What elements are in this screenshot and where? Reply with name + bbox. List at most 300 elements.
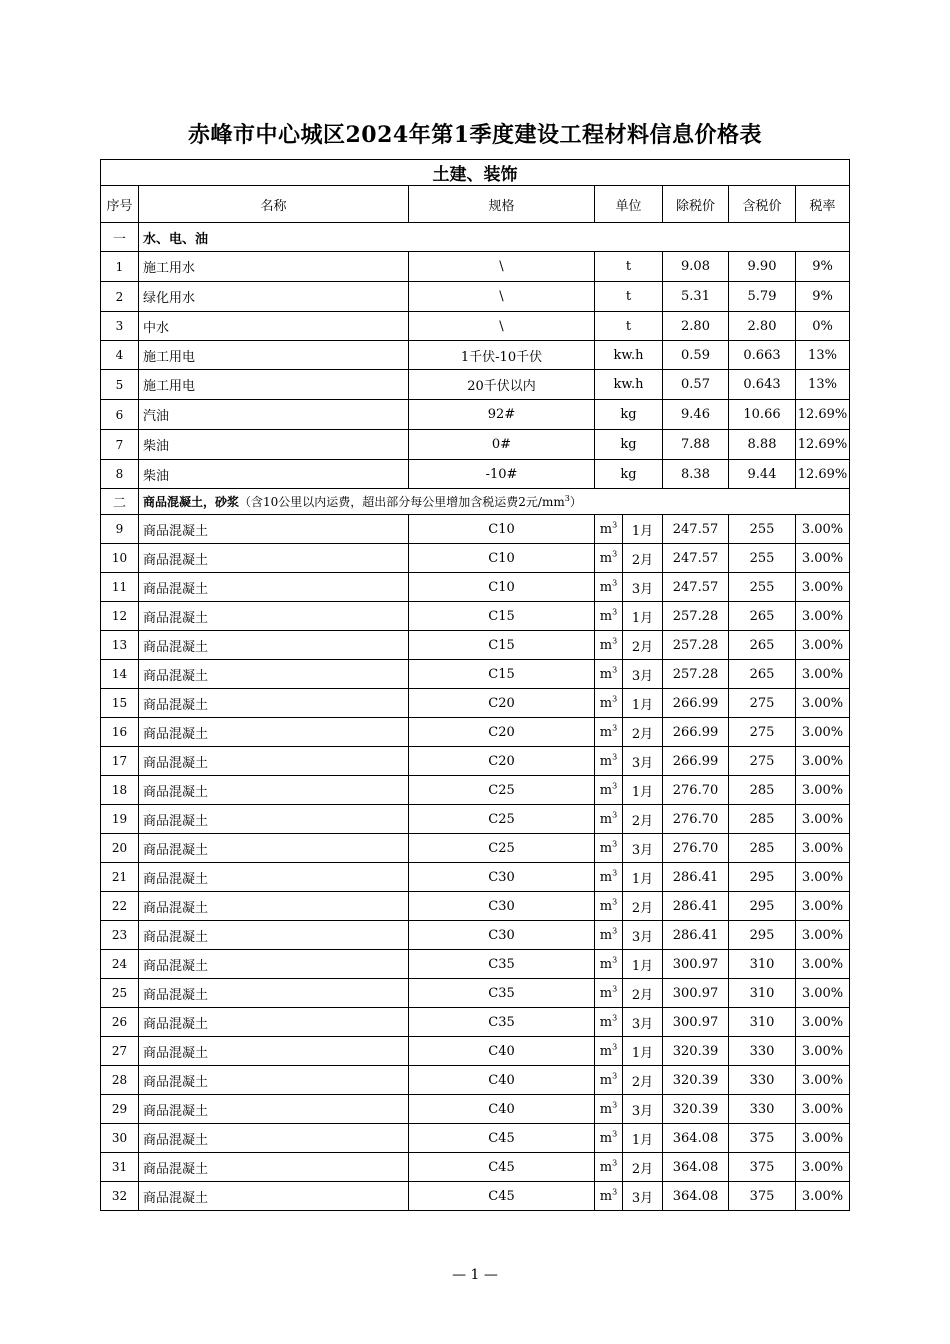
unit-cell [595,1124,623,1153]
unit-cell: kg [595,460,663,489]
table-row [101,341,850,370]
row-number: 21 [101,863,139,892]
ex-tax-price: 286.41 [663,863,729,892]
unit-base: m [599,1159,613,1175]
unit-exponent: 3 [612,1158,618,1168]
ex-tax-price: 276.70 [663,834,729,863]
tax-rate: 0% [796,312,850,341]
material-name: 柴油 [139,460,409,489]
unit-cell [595,1095,623,1124]
material-spec: \ [409,252,595,282]
unit-exponent: 3 [612,665,618,675]
ex-tax-price: 9.08 [663,252,729,282]
section-number: 一 [101,223,139,252]
material-name: 商品混凝土 [139,515,409,544]
inc-tax-price: 295 [729,863,796,892]
row-number: 13 [101,631,139,660]
material-spec: C15 [409,631,595,660]
unit-cell [595,1153,623,1182]
unit-cell: kw.h [595,341,663,370]
material-spec: C40 [409,1037,595,1066]
unit-base: m [599,956,613,972]
header-ex-tax: 除税价 [663,186,729,223]
material-spec: C30 [409,892,595,921]
unit-base: m [599,579,613,595]
inc-tax-price: 285 [729,776,796,805]
ex-tax-price: 266.99 [663,747,729,776]
unit-base: m [599,869,613,885]
row-number: 27 [101,1037,139,1066]
ex-tax-price: 300.97 [663,979,729,1008]
unit-cell [595,834,623,863]
tax-rate: 9% [796,252,850,282]
ex-tax-price: 257.28 [663,631,729,660]
unit-exponent: 3 [612,781,618,791]
material-spec: C40 [409,1095,595,1124]
row-number: 8 [101,460,139,489]
tax-rate: 3.00% [796,602,850,631]
ex-tax-price: 300.97 [663,1008,729,1037]
material-name: 施工用电 [139,370,409,400]
ex-tax-price: 286.41 [663,921,729,950]
month-cell: 1月 [623,602,663,631]
inc-tax-price: 8.88 [729,430,796,460]
table-row [101,400,850,430]
tax-rate: 3.00% [796,1153,850,1182]
ex-tax-price: 286.41 [663,892,729,921]
section-title: 水、电、油 [143,231,209,247]
unit-cell [595,631,623,660]
table-row [101,660,850,689]
material-spec: C10 [409,573,595,602]
header-spec: 规格 [409,186,595,223]
category-banner-row [101,160,850,186]
row-number: 11 [101,573,139,602]
table-row [101,544,850,573]
ex-tax-price: 266.99 [663,718,729,747]
material-spec: C25 [409,805,595,834]
material-name: 商品混凝土 [139,892,409,921]
section-note-end: ） [569,495,582,509]
row-number: 29 [101,1095,139,1124]
unit-base: m [599,550,613,566]
unit-base: m [599,1101,613,1117]
month-cell: 2月 [623,979,663,1008]
month-cell: 3月 [623,1008,663,1037]
table-row [101,776,850,805]
unit-exponent: 3 [612,984,618,994]
section-note: （含10公里以内运费，超出部分每公里增加含税运费2元/m [239,495,554,509]
material-spec: C10 [409,515,595,544]
material-spec: C45 [409,1124,595,1153]
row-number: 15 [101,689,139,718]
unit-cell [595,544,623,573]
section-water-electricity-oil [101,223,850,489]
tax-rate: 12.69% [796,400,850,430]
row-number: 14 [101,660,139,689]
month-cell: 3月 [623,573,663,602]
header-no: 序号 [101,186,139,223]
material-spec: C10 [409,544,595,573]
material-spec: \ [409,312,595,341]
unit-cell [595,689,623,718]
material-spec: 0# [409,430,595,460]
unit-cell [595,602,623,631]
tax-rate: 3.00% [796,921,850,950]
header-inc-tax: 含税价 [729,186,796,223]
inc-tax-price: 310 [729,1008,796,1037]
material-spec: C20 [409,689,595,718]
row-number: 28 [101,1066,139,1095]
inc-tax-price: 285 [729,805,796,834]
table-row [101,892,850,921]
material-spec: C35 [409,1008,595,1037]
unit-base: m [599,840,613,856]
row-number: 2 [101,282,139,312]
unit-base: m [599,608,613,624]
row-number: 23 [101,921,139,950]
unit-exponent: 3 [612,1100,618,1110]
table-row [101,747,850,776]
material-name: 商品混凝土 [139,689,409,718]
material-name: 商品混凝土 [139,863,409,892]
tax-rate: 3.00% [796,631,850,660]
unit-cell [595,660,623,689]
table-row [101,602,850,631]
unit-exponent: 3 [612,723,618,733]
unit-exponent: 3 [612,1129,618,1139]
month-cell: 3月 [623,1095,663,1124]
material-spec: C25 [409,834,595,863]
row-number: 25 [101,979,139,1008]
inc-tax-price: 2.80 [729,312,796,341]
month-cell: 1月 [623,863,663,892]
table-row [101,370,850,400]
tax-rate: 3.00% [796,718,850,747]
ex-tax-price: 276.70 [663,776,729,805]
unit-cell [595,1037,623,1066]
ex-tax-price: 364.08 [663,1182,729,1211]
table-row [101,689,850,718]
row-number: 4 [101,341,139,370]
table-row [101,1153,850,1182]
month-cell: 2月 [623,805,663,834]
month-cell: 3月 [623,747,663,776]
material-name: 柴油 [139,430,409,460]
row-number: 5 [101,370,139,400]
material-name: 商品混凝土 [139,718,409,747]
month-cell: 2月 [623,718,663,747]
unit-exponent: 3 [612,607,618,617]
unit-base: m [599,782,613,798]
tax-rate: 3.00% [796,1182,850,1211]
ex-tax-price: 257.28 [663,660,729,689]
ex-tax-price: 247.57 [663,544,729,573]
material-name: 商品混凝土 [139,631,409,660]
ex-tax-price: 7.88 [663,430,729,460]
tax-rate: 3.00% [796,892,850,921]
unit-cell [595,515,623,544]
unit-exponent: 3 [612,955,618,965]
row-number: 22 [101,892,139,921]
section-header-row [101,223,850,252]
unit-base: m [599,695,613,711]
inc-tax-price: 275 [729,689,796,718]
tax-rate: 12.69% [796,430,850,460]
unit-cell [595,863,623,892]
material-spec: C25 [409,776,595,805]
inc-tax-price: 330 [729,1066,796,1095]
month-cell: 1月 [623,950,663,979]
tax-rate: 3.00% [796,950,850,979]
unit-cell [595,921,623,950]
material-name: 商品混凝土 [139,1182,409,1211]
inc-tax-price: 310 [729,950,796,979]
ex-tax-price: 8.38 [663,460,729,489]
material-spec: C15 [409,602,595,631]
table-row [101,1037,850,1066]
table-row [101,430,850,460]
unit-cell: kw.h [595,370,663,400]
unit-base: m [599,521,613,537]
row-number: 16 [101,718,139,747]
price-table [100,159,850,1211]
unit-base: m [599,1072,613,1088]
table-row [101,460,850,489]
inc-tax-price: 9.90 [729,252,796,282]
table-row [101,979,850,1008]
material-spec: C45 [409,1182,595,1211]
ex-tax-price: 320.39 [663,1037,729,1066]
month-cell: 1月 [623,1037,663,1066]
inc-tax-price: 375 [729,1182,796,1211]
unit-exponent: 3 [612,752,618,762]
inc-tax-price: 0.663 [729,341,796,370]
material-name: 商品混凝土 [139,921,409,950]
row-number: 7 [101,430,139,460]
inc-tax-price: 375 [729,1153,796,1182]
month-cell: 3月 [623,1182,663,1211]
unit-base: m [599,637,613,653]
row-number: 24 [101,950,139,979]
unit-exponent: 3 [612,694,618,704]
inc-tax-price: 9.44 [729,460,796,489]
unit-cell [595,1182,623,1211]
section-note-unit-exponent: 3 [564,494,570,503]
table-row [101,1124,850,1153]
material-spec: 92# [409,400,595,430]
unit-exponent: 3 [612,926,618,936]
unit-cell [595,950,623,979]
tax-rate: 3.00% [796,747,850,776]
unit-exponent: 3 [612,578,618,588]
unit-cell [595,747,623,776]
material-name: 商品混凝土 [139,1095,409,1124]
inc-tax-price: 275 [729,747,796,776]
unit-exponent: 3 [612,1071,618,1081]
unit-cell [595,892,623,921]
material-name: 商品混凝土 [139,1037,409,1066]
material-spec: -10# [409,460,595,489]
unit-base: m [599,1188,613,1204]
inc-tax-price: 295 [729,892,796,921]
header-name: 名称 [139,186,409,223]
unit-cell [595,573,623,602]
document-title: 赤峰市中心城区2024年第1季度建设工程材料信息价格表 [187,122,763,148]
inc-tax-price: 265 [729,602,796,631]
table-row [101,718,850,747]
material-spec: C30 [409,863,595,892]
unit-exponent: 3 [612,636,618,646]
material-name: 汽油 [139,400,409,430]
material-spec: C15 [409,660,595,689]
tax-rate: 13% [796,341,850,370]
unit-cell: t [595,282,663,312]
material-name: 施工用水 [139,252,409,282]
ex-tax-price: 9.46 [663,400,729,430]
ex-tax-price: 247.57 [663,515,729,544]
unit-cell [595,718,623,747]
material-spec: \ [409,282,595,312]
material-name: 绿化用水 [139,282,409,312]
table-row [101,252,850,282]
material-name: 商品混凝土 [139,544,409,573]
unit-exponent: 3 [612,897,618,907]
row-number: 18 [101,776,139,805]
unit-cell: t [595,312,663,341]
header-row [101,186,850,223]
unit-base: m [599,724,613,740]
unit-base: m [599,985,613,1001]
table-row [101,921,850,950]
material-name: 商品混凝土 [139,1008,409,1037]
material-name: 施工用电 [139,341,409,370]
material-name: 商品混凝土 [139,1124,409,1153]
material-name: 中水 [139,312,409,341]
row-number: 26 [101,1008,139,1037]
table-row [101,573,850,602]
ex-tax-price: 364.08 [663,1153,729,1182]
material-name: 商品混凝土 [139,602,409,631]
unit-cell [595,979,623,1008]
tax-rate: 3.00% [796,515,850,544]
unit-cell [595,776,623,805]
tax-rate: 3.00% [796,689,850,718]
unit-cell: kg [595,400,663,430]
table-row [101,282,850,312]
tax-rate: 9% [796,282,850,312]
ex-tax-price: 2.80 [663,312,729,341]
material-spec: C35 [409,950,595,979]
row-number: 30 [101,1124,139,1153]
material-spec: C45 [409,1153,595,1182]
ex-tax-price: 247.57 [663,573,729,602]
month-cell: 1月 [623,689,663,718]
table-row [101,863,850,892]
unit-cell [595,805,623,834]
tax-rate: 3.00% [796,834,850,863]
material-spec: C30 [409,921,595,950]
unit-exponent: 3 [612,1042,618,1052]
table-row [101,1095,850,1124]
tax-rate: 3.00% [796,1124,850,1153]
section-header-row [101,489,850,515]
month-cell: 1月 [623,776,663,805]
header-tax-rate: 税率 [796,186,850,223]
month-cell: 2月 [623,892,663,921]
material-spec: C40 [409,1066,595,1095]
material-name: 商品混凝土 [139,776,409,805]
ex-tax-price: 257.28 [663,602,729,631]
row-number: 12 [101,602,139,631]
row-number: 20 [101,834,139,863]
month-cell: 2月 [623,544,663,573]
table-row [101,805,850,834]
tax-rate: 3.00% [796,776,850,805]
unit-base: m [599,811,613,827]
category-banner: 土建、装饰 [101,160,850,186]
unit-exponent: 3 [612,868,618,878]
material-spec: 20千伏以内 [409,370,595,400]
material-name: 商品混凝土 [139,1153,409,1182]
tax-rate: 3.00% [796,1008,850,1037]
section-title-cell [139,223,850,252]
unit-exponent: 3 [612,1187,618,1197]
ex-tax-price: 364.08 [663,1124,729,1153]
ex-tax-price: 0.59 [663,341,729,370]
ex-tax-price: 0.57 [663,370,729,400]
row-number: 31 [101,1153,139,1182]
material-spec: C20 [409,718,595,747]
tax-rate: 13% [796,370,850,400]
unit-base: m [599,927,613,943]
inc-tax-price: 375 [729,1124,796,1153]
inc-tax-price: 255 [729,515,796,544]
tax-rate: 3.00% [796,863,850,892]
row-number: 9 [101,515,139,544]
section-title-cell [139,489,850,515]
month-cell: 3月 [623,660,663,689]
month-cell: 2月 [623,1066,663,1095]
material-name: 商品混凝土 [139,805,409,834]
unit-cell: t [595,252,663,282]
tax-rate: 3.00% [796,573,850,602]
material-name: 商品混凝土 [139,1066,409,1095]
unit-base: m [599,898,613,914]
inc-tax-price: 330 [729,1095,796,1124]
inc-tax-price: 255 [729,544,796,573]
unit-base: m [599,1130,613,1146]
unit-exponent: 3 [612,520,618,530]
section-number: 二 [101,489,139,515]
material-name: 商品混凝土 [139,573,409,602]
inc-tax-price: 265 [729,631,796,660]
unit-base: m [599,666,613,682]
table-row [101,1066,850,1095]
material-spec: C35 [409,979,595,1008]
month-cell: 1月 [623,1124,663,1153]
row-number: 10 [101,544,139,573]
tax-rate: 3.00% [796,544,850,573]
tax-rate: 3.00% [796,660,850,689]
row-number: 3 [101,312,139,341]
month-cell: 2月 [623,1153,663,1182]
unit-exponent: 3 [612,549,618,559]
material-name: 商品混凝土 [139,747,409,776]
material-name: 商品混凝土 [139,660,409,689]
inc-tax-price: 5.79 [729,282,796,312]
tax-rate: 3.00% [796,805,850,834]
